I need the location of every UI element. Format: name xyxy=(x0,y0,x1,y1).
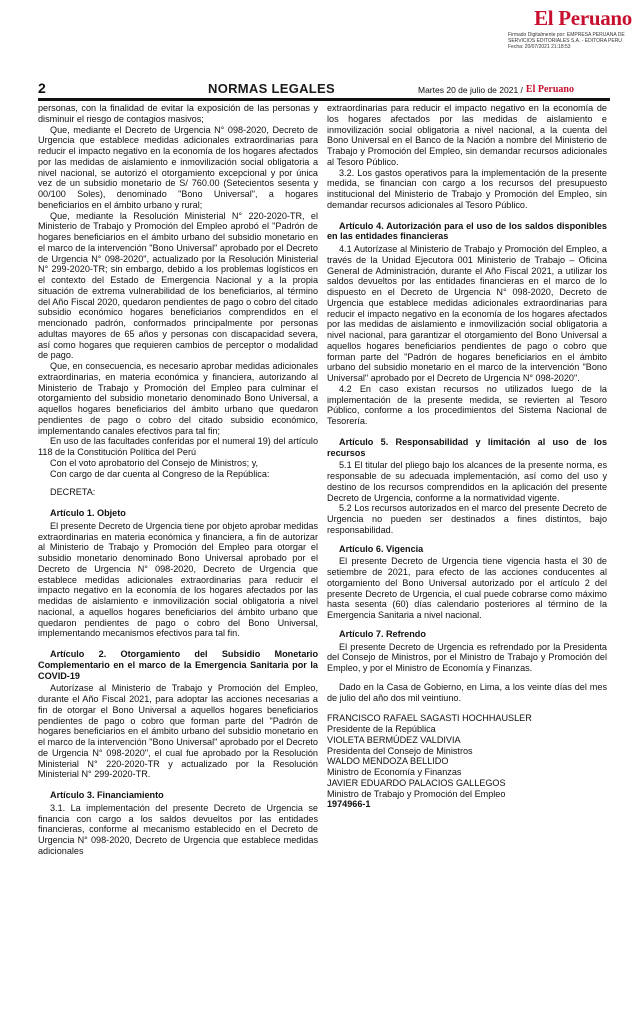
article-7-title: Artículo 7. Refrendo xyxy=(339,628,426,639)
signer xyxy=(327,778,607,800)
given-statement: Dado en la Casa de Gobierno, en Lima, a los veinte días del mes de julio del año dos mil veintiuno. xyxy=(327,681,607,703)
paragraph: extraordinarias para reducir el impacto negativo en la economía de los hogares afectados por las medidas de aislamiento e inmovilización social obligatoria a nivel nacional, a la cuenta del Bono Universal en el Banco de la Nación a nombre del Ministerio de Trabajo y Promoción del Empleo, sin demandar recursos adicionales al Tesoro Público. xyxy=(327,103,607,167)
article-4-1-text: 4.1 Autorízase al Ministerio de Trabajo y Promoción del Empleo, a través de la Unidad Ejecutora 001 Ministerio de Trabajo – Oficina General de Administración, durante el Año Fiscal 2021, a utilizar los saldos devueltos por las entidades financieras en el marco de lo dispuesto en el Decreto de Urgencia N° 098-2020, Decreto de Urgencia que establece medidas adicionales extraordinarias para reducir el impacto negativo en la economía de los hogares afectados por las medidas de aislamiento e inmovilización social obligatoria a nivel nacional, para garantizar el otorgamiento del Bono Universal a aquellos hogares beneficiarios pendientes de pago o cobro que forman parte del "Padrón de hogares beneficiarios en el ámbito urbano del subsidio monetario en el marco de la intervención "Bono Universal" aprobado por el Decreto de Urgencia N° 098-2020". xyxy=(327,244,607,383)
signer-role: Presidente de la República xyxy=(327,724,436,734)
signer-role: Presidenta del Consejo de Ministros xyxy=(327,745,473,756)
el-peruano-logo: El Peruano xyxy=(534,6,632,30)
article-4-2-text: 4.2 En caso existan recursos no utilizados luego de la implementación de la presente medida, se revierten al Tesoro Público, conforme a los procedimientos del Sistema Nacional de Tesorería. xyxy=(327,383,607,426)
paragraph: 3.2. Los gastos operativos para la implementación de la presente medida, se financian con cargo a los recursos del presupuesto institucional del Ministerio de Trabajo y Promoción del Empleo, sin demandar recursos adicionales al Tesoro Público. xyxy=(327,167,607,210)
signer xyxy=(327,756,607,778)
paragraph: Que, mediante la Resolución Ministerial N° 220-2020-TR, el Ministerio de Trabajo y Promoción del Empleo aprobó el "Padrón de hogares beneficiarios en el ámbito urbano del subsidio monetario en el marco de la intervención "Bono Universal" aprobado por el Decreto de Urgencia N° 098-2020", actualizado por la Resolución Ministerial N° 299-2020-TR; sin embargo, debido a los problemas logísticos en el contexto del Estado de Emergencia Nacional y a la propia situación de extrema vulnerabilidad de los beneficiarios, al término del Año Fiscal 2020, quedaron pendientes de pago o cobro del citado subsidio económico hogares beneficiarios comprendidos en el mencionado padrón, conformados principalmente por personas adultas mayores de 65 años y personas con discapacidad severa, así como hogares que requieren cambios de perceptor o modalidad de pago. xyxy=(38,210,318,361)
page-number: 2 xyxy=(38,80,46,96)
signer-role: Ministro de Economía y Finanzas xyxy=(327,767,462,777)
issue-date: Martes 20 de julio de 2021 / xyxy=(418,85,523,95)
paragraph: Con cargo de dar cuenta al Congreso de la República: xyxy=(50,468,270,479)
paragraph: personas, con la finalidad de evitar la exposición de las personas y disminuir el riesgo de contagios masivos; xyxy=(38,103,318,124)
signer-name: JAVIER EDUARDO PALACIOS GALLEGOS xyxy=(327,777,506,788)
signer-name: FRANCISCO RAFAEL SAGASTI HOCHHAUSLER xyxy=(327,713,532,724)
paragraph: Con el voto aprobatorio del Consejo de Ministros; y, xyxy=(50,457,259,468)
article-1-text: El presente Decreto de Urgencia tiene por objeto aprobar medidas extraordinarias en materia económica y financiera, a fin de autorizar al Ministerio de Trabajo y Promoción del Empleo para otorgar el subsidio monetario denominado Bono Universal aprobado por el Decreto de Urgencia N° 098-2020, Decreto de Urgencia que establece medidas adicionales extraordinarias para reducir el impacto negativo en la economía de los hogares afectados por las medidas de aislamiento e inmovilización social obligatoria a nivel nacional, a aquellos hogares beneficiarios del ámbito urbano que quedaron pendientes de pago o cobro del Bono Universal, implementando mecanismos efectivos para tal fin. xyxy=(38,520,318,639)
article-2-text: Autorízase al Ministerio de Trabajo y Promoción del Empleo, durante el Año Fiscal 2021, para adoptar las acciones necesarias a fin de otorgar el Bono Universal a aquellos hogares beneficiarios pendientes de pago o cobro que forman parte del "Padrón de hogares beneficiarios en el ámbito urbano del subsidio monetario en el marco de la intervención "Bono Universal" aprobado por el Decreto de Urgencia N° 098-2020", el cual fue aprobado por la Resolución Ministerial N° 220-2020-TR y actualizado por la Resolución Ministerial N° 299-2020-TR. xyxy=(38,683,318,780)
page-header xyxy=(38,78,610,101)
left-column xyxy=(38,103,318,857)
signer-role: Ministro de Trabajo y Promoción del Empleo xyxy=(327,788,506,799)
digital-signature-note: Firmado Digitalmente por: EMPRESA PERUANA DE SERVICIOS EDITORIALES S.A. - EDITORA PERU Fecha: 20/07/2021 21:18:53 xyxy=(508,32,625,51)
paragraph: En uso de las facultades conferidas por el numeral 19) del artículo 118 de la Constitución Política del Perú xyxy=(38,436,318,457)
signer-name: WALDO MENDOZA BELLIDO xyxy=(327,756,449,767)
article-3-text: 3.1. La implementación del presente Decreto de Urgencia se financia con cargo a los saldos devueltos por las entidades financieras, conforme al mecanismo establecido en el Decreto de Urgencia N° 098-2020, Decreto de Urgencia que establece medidas adicionales xyxy=(38,802,318,856)
decreta-heading: DECRETA: xyxy=(50,487,96,498)
article-4-title: Artículo 4. Autorización para el uso de los saldos disponibles en las entidades financieras xyxy=(327,220,607,242)
paragraph: Que, en consecuencia, es necesario aprobar medidas adicionales extraordinarias, en materia económica y financiera, autorizando al Ministerio de Trabajo y Promoción del Empleo para culminar el otorgamiento del subsidio monetario denominado Bono Universal, a aquellos hogares beneficiarios del ámbito urbano que quedaron pendientes de pago o cobro del citado subsidio económico, implementando canales efectivos para tal fin; xyxy=(38,361,318,436)
article-3-title: Artículo 3. Financiamiento xyxy=(50,790,164,800)
signers-list xyxy=(327,713,607,799)
signer xyxy=(327,713,607,735)
header-brand: El Peruano xyxy=(525,84,574,95)
article-1-title: Artículo 1. Objeto xyxy=(50,508,126,518)
article-6-text: El presente Decreto de Urgencia tiene vigencia hasta el 30 de setiembre de 2021, para efecto de las acciones conducentes al otorgamiento del Bono Universal autorizado por el artículo 2 del presente Decreto de Urgencia, el cual puede cobrarse como máximo hasta sesenta (60) días calendario posteriores al término de la Emergencia Sanitaria a nivel nacional. xyxy=(327,556,607,620)
article-2-title: Artículo 2. Otorgamiento del Subsidio Monetario Complementario en el marco de la Emergencia Sanitaria por la COVID-19 xyxy=(38,649,318,681)
article-5-2-text: 5.2 Los recursos autorizados en el marco del presente Decreto de Urgencia no pueden ser destinados a fines distintos, bajo responsabilidad. xyxy=(327,503,607,535)
paragraph: Que, mediante el Decreto de Urgencia N° 098-2020, Decreto de Urgencia que establece medidas adicionales extraordinarias para reducir el impacto negativo en la economía de los hogares afectados por las medidas de aislamiento e inmovilización social obligatoria a nivel nacional, se autorizó el otorgamiento excepcional y por única vez de un subsidio monetario de S/ 760.00 (Setecientos sesenta y 00/100 Soles), denominado "Bono Universal", a hogares beneficiarios en el ámbito urbano y rural; xyxy=(38,124,318,210)
right-column xyxy=(327,103,607,810)
signer xyxy=(327,735,607,757)
signer-name: VIOLETA BERMÚDEZ VALDIVIA xyxy=(327,734,461,745)
article-6-title: Artículo 6. Vigencia xyxy=(339,543,424,554)
article-7-text: El presente Decreto de Urgencia es refrendado por la Presidenta del Consejo de Ministros, por el Ministro de Trabajo y Promoción del Empleo, y por el Ministro de Economía y Finanzas. xyxy=(327,641,607,673)
section-title: NORMAS LEGALES xyxy=(208,81,335,96)
document-code: 1974966-1 xyxy=(327,799,371,810)
article-5-title: Artículo 5. Responsabilidad y limitación al uso de los recursos xyxy=(327,436,607,458)
article-5-1-text: 5.1 El titular del pliego bajo los alcances de la presente norma, es responsable de su adecuada implementación, así como del uso y destino de los recursos comprendidos en la aplicación del presente Decreto de Urgencia, conforme a la normatividad vigente. xyxy=(327,460,607,503)
